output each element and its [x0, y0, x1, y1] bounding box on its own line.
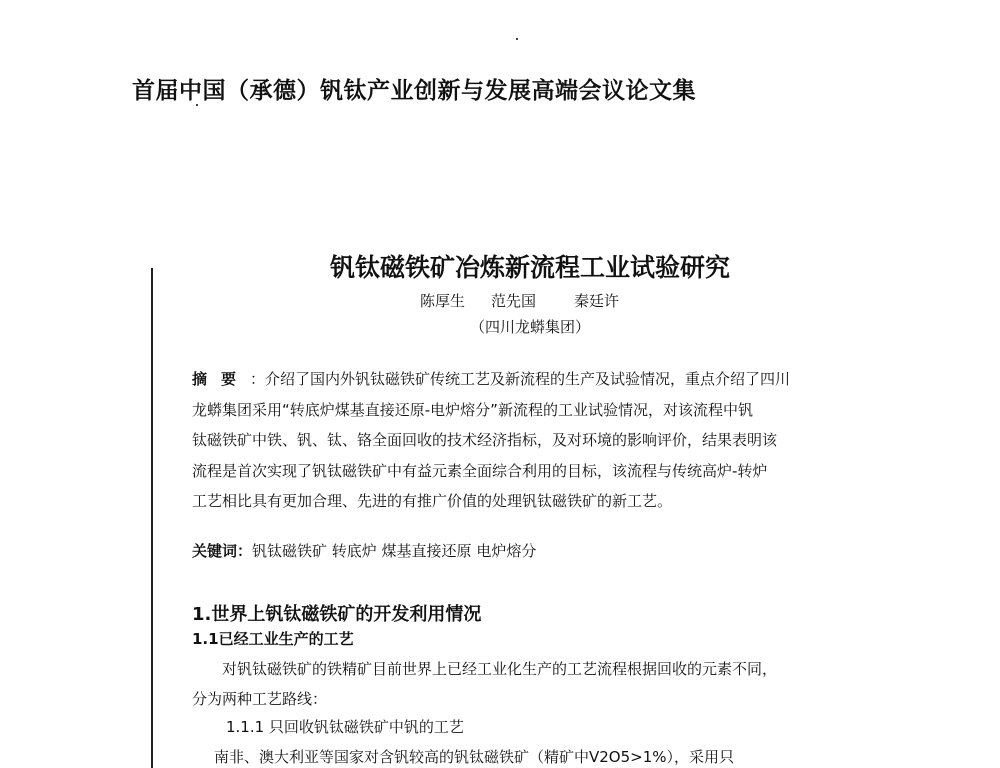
section-heading: 1.世界上钒钛磁铁矿的开发利用情况 — [192, 604, 482, 625]
scan-speck — [196, 104, 198, 106]
abstract — [192, 364, 872, 517]
paragraph-line: 分为两种工艺路线： — [192, 690, 328, 708]
keywords — [192, 540, 536, 561]
abstract-label: 摘要 — [192, 370, 251, 388]
keywords-text: 钒钛磁铁矿 转底炉 煤基直接还原 电炉熔分 — [252, 542, 537, 560]
abstract-line — [192, 364, 872, 395]
paragraph-line: 南非、澳大利亚等国家对含钒较高的钒钛磁铁矿（精矿中V2O5>1%），采用只 — [214, 748, 735, 766]
paragraph-line: 对钒钛磁铁矿的铁精矿目前世界上已经工业化生产的工艺流程根据回收的元素不同， — [222, 660, 778, 678]
scan-speck — [516, 38, 518, 40]
margin-rule — [151, 268, 153, 768]
conference-title: 首届中国（承德）钒钛产业创新与发展高端会议论文集 — [132, 78, 696, 104]
paper-title: 钒钛磁铁矿冶炼新流程工业试验研究 — [329, 253, 730, 282]
keywords-label: 关键词： — [192, 542, 253, 560]
abstract-text: ：介绍了国内外钒钛磁铁矿传统工艺及新流程的生产及试验情况，重点介绍了四川 — [250, 370, 791, 388]
author-list — [420, 290, 619, 311]
affiliation: （四川龙蟒集团） — [469, 318, 590, 336]
item-heading: 1.1.1 只回收钒钛磁铁矿中钒的工艺 — [226, 718, 464, 736]
abstract-line: 流程是首次实现了钒钛磁铁矿中有益元素全面综合利用的目标，该流程与传统高炉-转炉 — [192, 461, 768, 480]
abstract-line: 钛磁铁矿中铁、钒、钛、铬全面回收的技术经济指标，及对环境的影响评价，结果表明该 — [192, 431, 778, 449]
abstract-line: 工艺相比具有更加合理、先进的有推广价值的处理钒钛磁铁矿的新工艺。 — [192, 492, 673, 510]
subsection-heading: 1.1已经工业生产的工艺 — [192, 630, 354, 648]
author-name: 范先国 — [491, 292, 537, 310]
author-name: 陈厚生 — [420, 292, 466, 310]
author-name: 秦廷许 — [574, 292, 620, 310]
abstract-line: 龙蟒集团采用“转底炉煤基直接还原-电炉熔分”新流程的工业试验情况，对该流程中钒 — [192, 400, 753, 419]
